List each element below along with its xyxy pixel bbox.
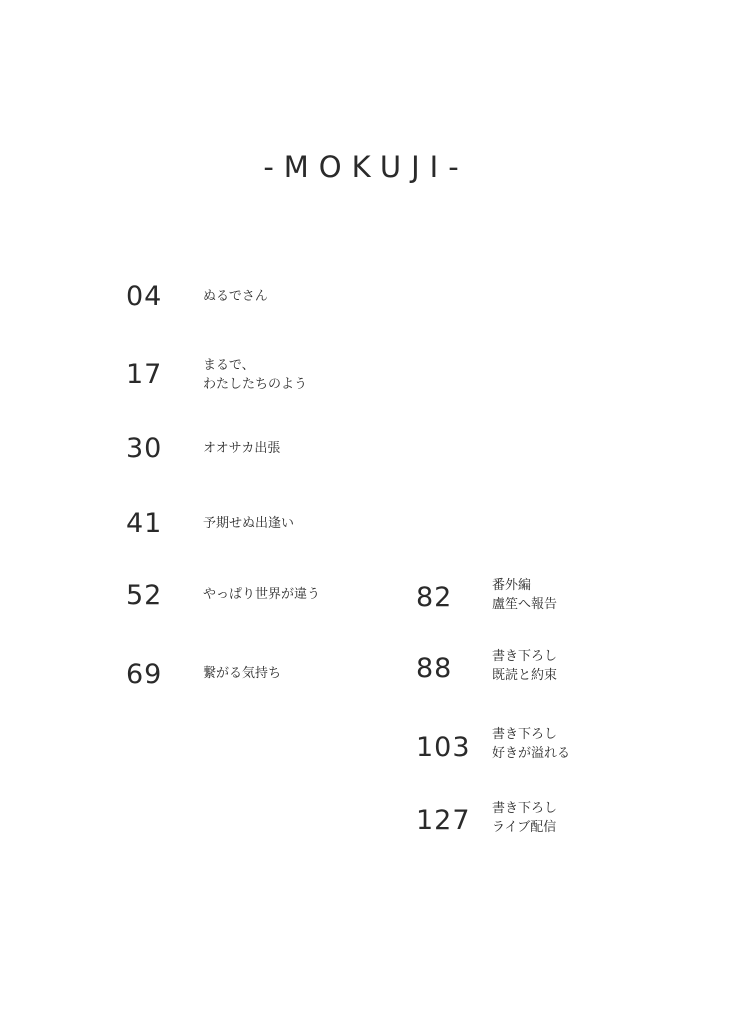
chapter-title <box>203 287 268 306</box>
chapter-title-line: 予期せぬ出逢い <box>203 516 295 531</box>
page-number: 69 <box>126 659 163 690</box>
page-title: -MOKUJI- <box>263 150 469 184</box>
chapter-title-line: 繋がる気持ち <box>203 666 282 681</box>
page-number: 17 <box>126 359 163 390</box>
chapter-title-line: 書き下ろし <box>492 649 558 664</box>
page-number: 41 <box>126 508 163 539</box>
chapter-title-line: 書き下ろし <box>492 801 558 816</box>
chapter-title-line: 既読と約束 <box>492 668 558 683</box>
chapter-title-line: 好きが溢れる <box>492 746 571 761</box>
chapter-title-line: やっぱり世界が違う <box>203 587 321 602</box>
page-number: 52 <box>126 580 163 611</box>
chapter-title-line: まるで、 <box>203 358 255 373</box>
page-number: 04 <box>126 281 163 312</box>
page-number: 103 <box>416 732 471 763</box>
chapter-title <box>203 514 294 533</box>
chapter-title-line: 番外編 <box>492 578 532 593</box>
chapter-title <box>203 585 320 604</box>
chapter-title <box>492 725 570 763</box>
page-number: 127 <box>416 805 471 836</box>
chapter-title <box>203 439 280 458</box>
page-number: 30 <box>126 433 163 464</box>
page-number: 88 <box>416 653 453 684</box>
chapter-title-line: オオサカ出張 <box>203 441 281 456</box>
chapter-title-line: 盧笙へ報告 <box>492 597 558 612</box>
page-number: 82 <box>416 582 453 613</box>
chapter-title <box>492 647 557 685</box>
chapter-title-line: 書き下ろし <box>492 727 558 742</box>
chapter-title-line: ぬるでさん <box>203 289 268 304</box>
chapter-title <box>203 356 307 394</box>
chapter-title-line: わたしたちのよう <box>203 377 308 392</box>
chapter-title <box>203 664 281 683</box>
chapter-title <box>492 799 557 837</box>
chapter-title-line: ライブ配信 <box>492 820 557 835</box>
chapter-title <box>492 576 557 614</box>
